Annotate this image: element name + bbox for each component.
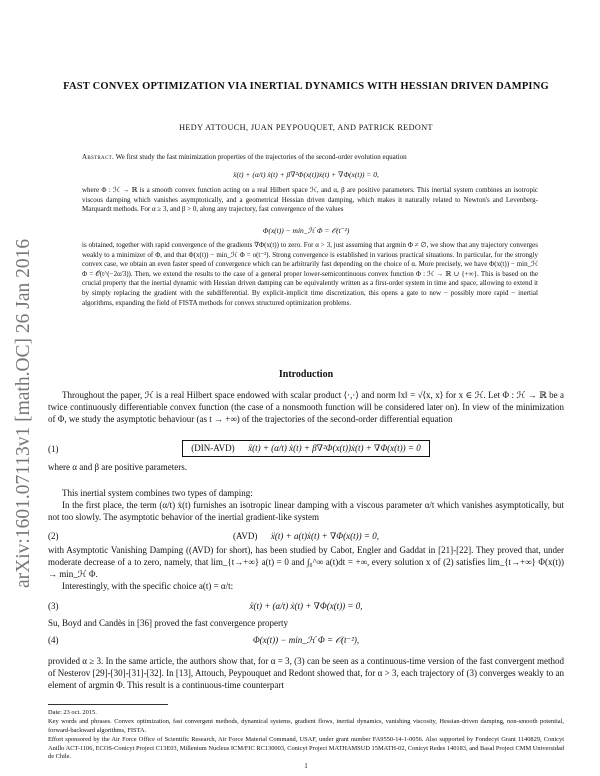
intro-paragraph-8: provided α ≥ 3. In the same article, the authors show that, for α = 3, (3) can be seen as a continuous-time version of the fast convergent method of Nesterov [29]-[30]-[31]-[32]. In [13], Attouch, Peypouquet and Redont showed that, for α > 3, each trajectory of (3) converges weakly to an element of argmin Φ. This result is a continuous-time counterpart <box>48 656 564 690</box>
equation-number-1: (1) <box>48 444 59 454</box>
intro-paragraph-5: with Asymptotic Vanishing Damping ((AVD) for short), has been studied by Cabot, Engler and Gaddat in [21]-[22]. They proved that, under moderate decrease of a to zero, namely, that lim_{t→+∞} a(t) = 0 and ∫₀^∞ a(t)dt = +∞, every solution x of (2) satisfies lim_{t→+∞} Φ(x(t)) → min_ℋ Φ. <box>48 545 564 579</box>
equation-2 <box>48 531 564 542</box>
intro-paragraph-3: This inertial system combines two types of damping: <box>62 488 253 498</box>
arxiv-stamp <box>8 120 38 590</box>
abstract-equation-1: ẍ(t) + (α/t) ẋ(t) + β∇²Φ(x(t))ẋ(t) + ∇Φ(x(t)) = 0, <box>233 170 379 179</box>
footnote-date: Date: 23 oct. 2015. <box>48 709 97 716</box>
equation-number-3: (3) <box>48 601 59 611</box>
intro-paragraph-7: Su, Boyd and Candès in [36] proved the fast convergence property <box>48 618 289 628</box>
equation-1-formula: ẍ(t) + (α/t) ẋ(t) + β∇²Φ(x(t))ẋ(t) + ∇Φ(x(t)) = 0 <box>248 443 421 453</box>
arxiv-stamp-text: arXiv:1601.07113v1 [math.OC] 26 Jan 2016 <box>13 238 34 588</box>
abstract-body-2: is obtained, together with rapid convergence of the gradients ∇Φ(x(t)) to zero. For α > 3, just assuming that argmin Φ ≠ ∅, we show that any trajectory converges weakly to a minimizer of Φ, and that Φ(x(t)) − min_ℋ Φ = o(t⁻²). Strong convergence is established in various practical situations. In particular, for the strongly convex case, we obtain an even faster speed of convergence which can be arbitrarily fast depending on the choice of α. More precisely, we have Φ(x(t)) − min_ℋ Φ = 𝒪(t^(−2α/3)). Then, we extend the results to the case of a general proper lower-semicontinuous convex function Φ : ℋ → ℝ ∪ {+∞}. This is based on the crucial property that the inertial dynamic with Hessian driven damping can be equivalently written as a first-order system in time and space, allowing to extend it by simply replacing the gradient with the subdifferential. By explicit-implicit time discretization, this opens a gate to new − possibly more rapid − inertial algorithms, expanding the field of FISTA methods for convex structured optimization problems. <box>82 241 538 307</box>
equation-4: Φ(x(t)) − min_ℋ Φ = 𝒪(t⁻²), <box>252 635 360 645</box>
equation-number-2: (2) <box>48 531 59 541</box>
abstract-label: Abstract. <box>82 153 115 161</box>
intro-paragraph-1: Throughout the paper, ℋ is a real Hilbert space endowed with scalar product ⟨·,·⟩ and norm ‖x‖ = √⟨x, x⟩ for x ∈ ℋ. Let Φ : ℋ → ℝ be a twice continuously differentiable convex function (the case of a nonsmooth function will be considered later on). In view of the minimization of Φ, we study the asymptotic behaviour (as t → +∞) of the trajectories of the second-order differential equation <box>48 390 564 424</box>
paper-title: FAST CONVEX OPTIMIZATION VIA INERTIAL DYNAMICS WITH HESSIAN DRIVEN DAMPING <box>63 81 549 92</box>
abstract-intro <box>82 153 538 163</box>
paper-authors: HEDY ATTOUCH, JUAN PEYPOUQUET, AND PATRICK REDONT <box>179 123 433 132</box>
footnote-funding: Effort sponsored by the Air Force Office of Scientific Research, Air Force Material Command, USAF, under grant number FA9550-14-1-0056. Also supported by Fondecyt Grant 1140829, Conicyt Anillo ACT-1106, ECOS-Conicyt Project C13E03, Millenium Nucleus ICM/FIC RC130003, Conicyt Project MATHAMSUD 15MATH-02, Conicyt Redes 140183, and Basal Project CMM Universidad de Chile. <box>48 736 564 761</box>
intro-paragraph-2: where α and β are positive parameters. <box>48 462 187 472</box>
section-heading-introduction: Introduction <box>278 369 334 380</box>
page-number: 1 <box>304 762 308 770</box>
equation-2-formula: ẍ(t) + a(t)ẋ(t) + ∇Φ(x(t)) = 0, <box>270 531 379 541</box>
footnote-rule <box>48 704 168 705</box>
equation-1-label: (DIN-AVD) <box>191 443 235 453</box>
footnote-keywords: Key words and phrases. Convex optimization, fast convergent methods, dynamical systems, gradient flows, inertial dynamics, vanishing viscosity, Hessian-driven damping, non-smooth potential, forward-backward algorithms, FISTA. <box>48 718 564 734</box>
equation-number-4: (4) <box>48 635 59 645</box>
equation-1 <box>48 440 564 457</box>
boxed-equation-din-avd <box>182 440 429 457</box>
intro-paragraph-4: In the first place, the term (α/t) ẋ(t) furnishes an isotropic linear damping with a viscous parameter α/t which vanishes asymptotically, but not too slowly. The asymptotic behavior of the inertial gradient-like system <box>48 500 564 522</box>
equation-2-label: (AVD) <box>233 531 258 541</box>
abstract-equation-2: Φ(x(t)) − min_ℋ Φ = 𝒪(t⁻²) <box>262 226 350 235</box>
abstract-intro-text: We first study the fast minimization properties of the trajectories of the second-order evolution equation <box>115 153 407 161</box>
abstract-body-1: where Φ : ℋ → ℝ is a smooth convex function acting on a real Hilbert space ℋ, and α, β are positive parameters. This inertial system combines an isotropic viscous damping which vanishes asymptotically, and a geometrical Hessian driven damping, which makes it naturally related to Newton's and Levenberg-Marquardt methods. For α ≥ 3, and β > 0, along any trajectory, fast convergence of the values <box>82 186 538 214</box>
intro-paragraph-6: Interestingly, with the specific choice a(t) = α/t: <box>62 581 234 591</box>
equation-3: ẍ(t) + (α/t) ẋ(t) + ∇Φ(x(t)) = 0, <box>249 601 363 611</box>
